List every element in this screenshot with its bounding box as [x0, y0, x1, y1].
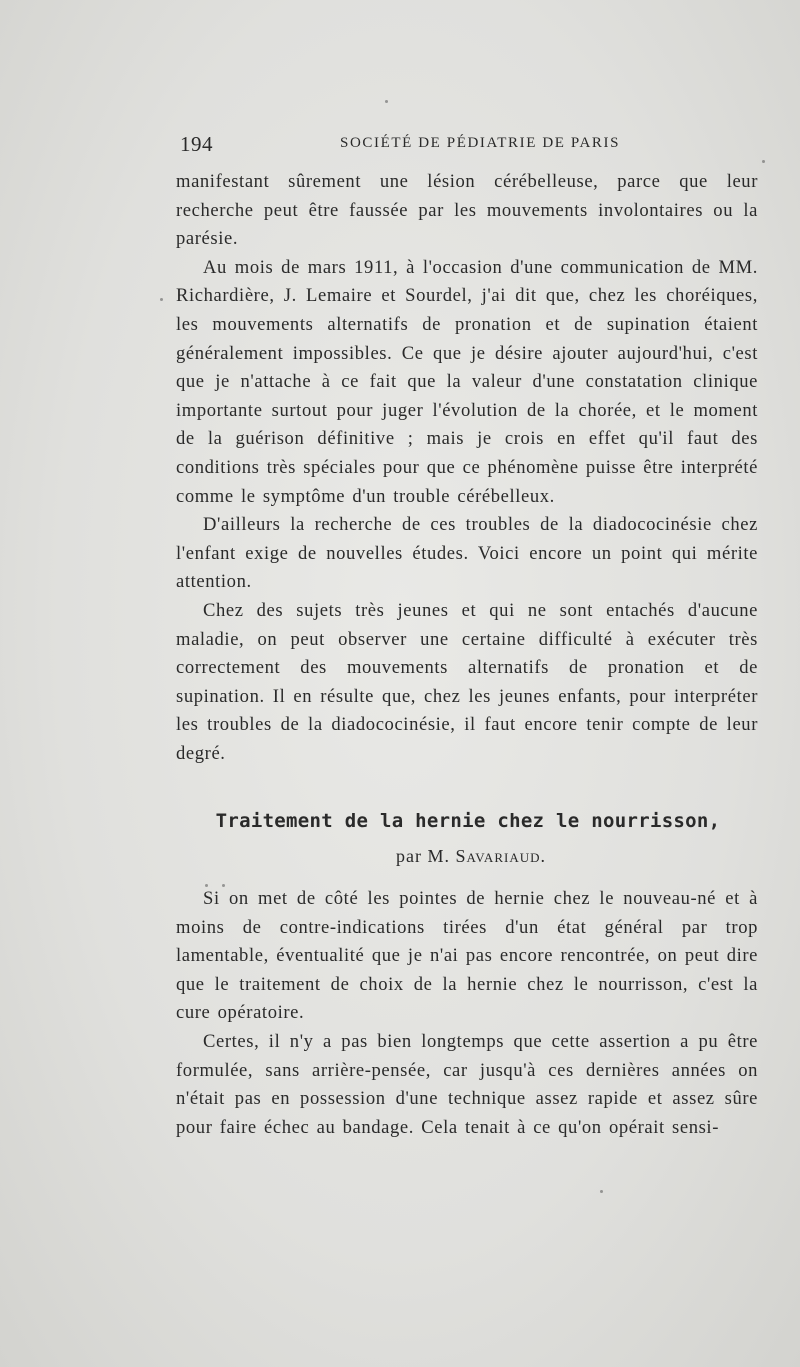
author-name: Savariaud. — [455, 846, 546, 866]
paragraph: Si on met de côté les pointes de hernie chez le nouveau-né et à moins de contre-indications tirées d'un état général par trop lamentable, éventualité que je n'ai pas encore rencontrée, on peut dire que le traitement de choix de la hernie chez le nourrisson, c'est la cure opératoire. — [176, 888, 758, 1024]
paragraph: D'ailleurs la recherche de ces troubles de la diadococinésie chez l'enfant exige de nouvelles études. Voici encore un point qui mérite attention. — [176, 514, 758, 593]
section-body — [176, 885, 758, 1142]
page-number: 194 — [180, 132, 213, 156]
paper-speck — [205, 884, 208, 887]
paragraph: Au mois de mars 1911, à l'occasion d'une communication de MM. Richardière, J. Lemaire et Sourdel, j'ai dit que, chez les choréiques, les mouvements alternatifs de pronation et de supination étaient généralement impossibles. Ce que je désire ajouter aujourd'hui, c'est que je n'attache à ce fait que la valeur d'une constatation clinique importante surtout pour juger l'évolution de la chorée, et le moment de la guérison définitive ; mais je crois en effet qu'il faut des conditions très spéciales pour que ce phénomène puisse être interprété comme le symptôme d'un trouble cérébelleux. — [176, 256, 758, 507]
paper-speck — [762, 160, 765, 163]
author-prefix: par M. — [396, 846, 456, 866]
article-section — [176, 810, 758, 1142]
page-header — [180, 132, 760, 156]
main-text — [176, 168, 758, 768]
paper-speck — [385, 100, 388, 103]
paper-speck — [160, 298, 163, 301]
paper-speck — [222, 884, 225, 887]
running-head: SOCIÉTÉ DE PÉDIATRIE DE PARIS — [340, 135, 621, 151]
section-author — [176, 846, 758, 867]
paragraph: Certes, il n'y a pas bien longtemps que cette assertion a pu être formulée, sans arrière-pensée, car jusqu'à ces dernières années on n'était pas en possession d'une technique assez rapide et assez sûre pour faire échec au bandage. Cela tenait à ce qu'on opérait sensi- — [176, 1030, 758, 1138]
paper-speck — [600, 1190, 603, 1193]
section-title: Traitement de la hernie chez le nourrisson, — [215, 810, 721, 832]
paragraph: Chez des sujets très jeunes et qui ne sont entachés d'aucune maladie, on peut observer une certaine difficulté à exécuter très correctement des mouvements alternatifs de pronation et de supination. Il en résulte que, chez les jeunes enfants, pour interpréter les troubles de la diadococinésie, il faut encore tenir compte de leur degré. — [176, 599, 758, 764]
paragraph: manifestant sûrement une lésion cérébelleuse, parce que leur recherche peut être faussée par les mouvements involontaires ou la parésie. — [176, 171, 758, 250]
